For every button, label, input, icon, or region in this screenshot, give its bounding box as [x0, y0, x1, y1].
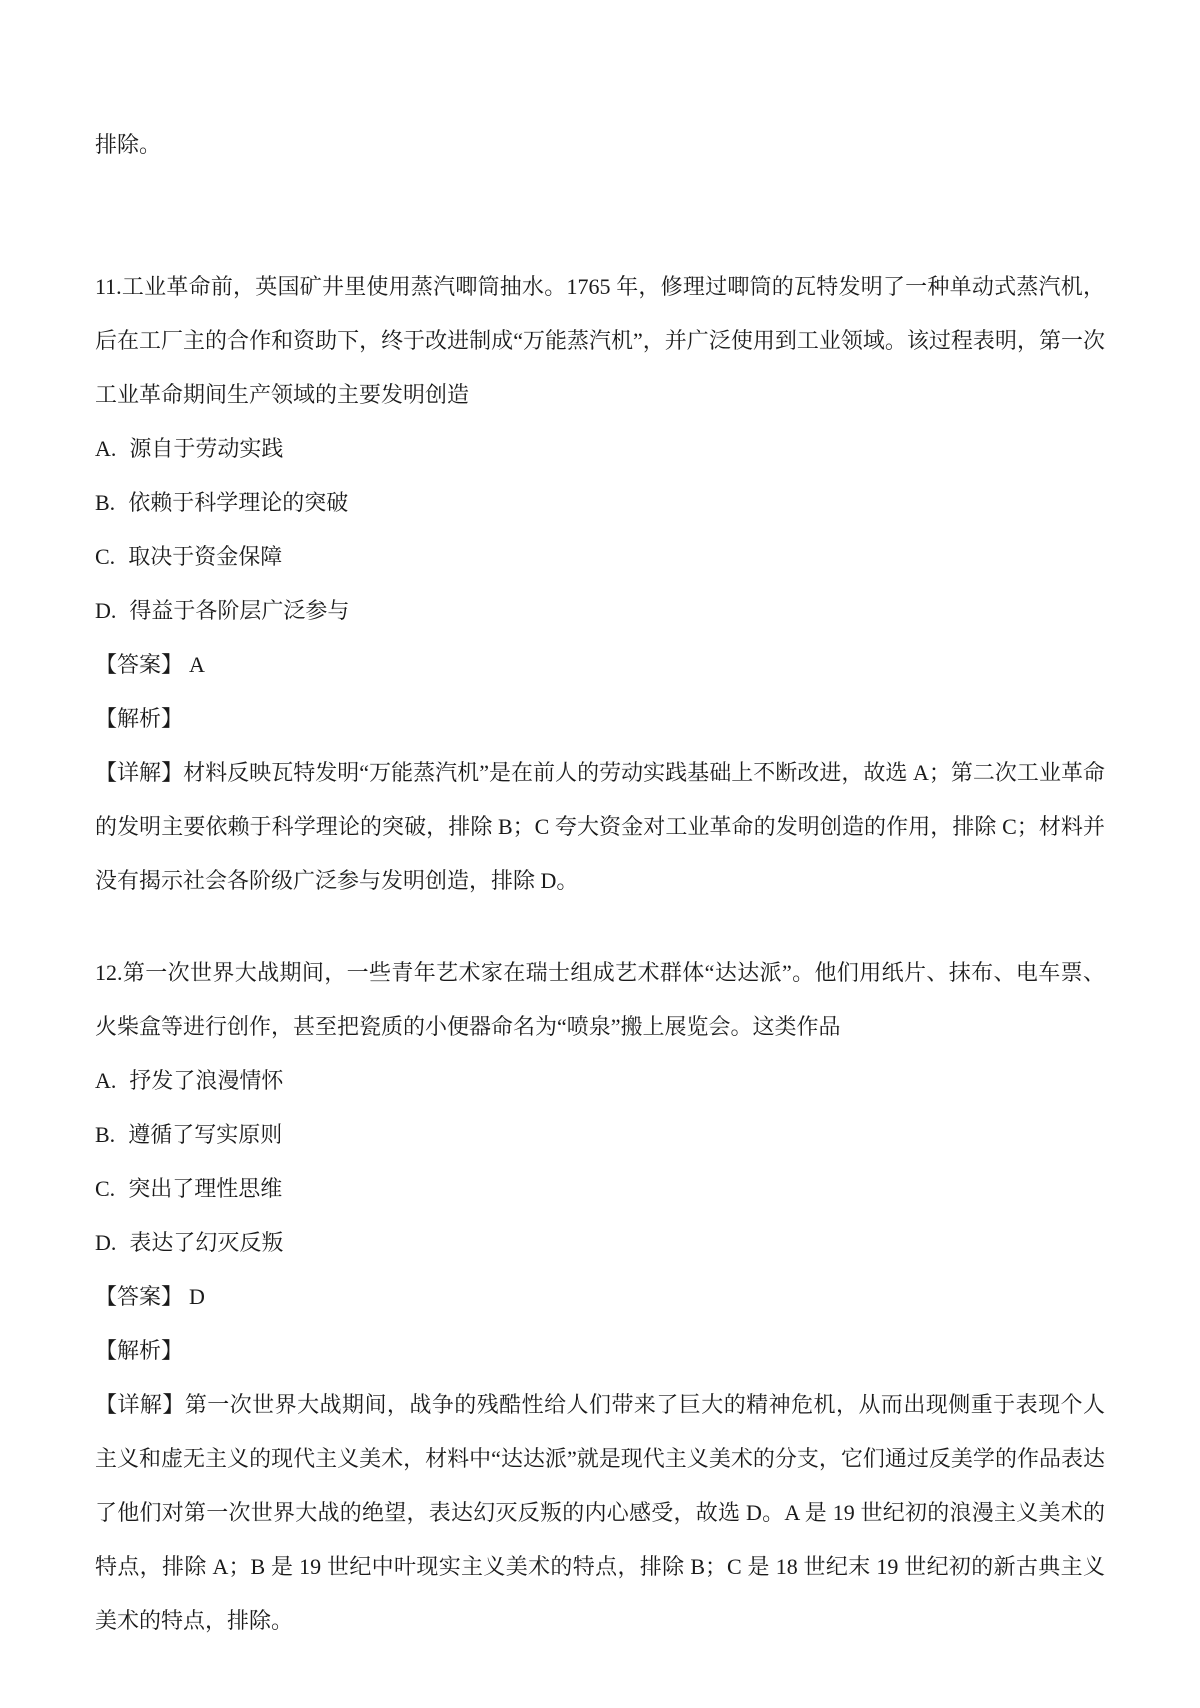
- option-letter: A.: [95, 436, 117, 461]
- option-text: 遵循了写实原则: [128, 1122, 283, 1147]
- option-text: 抒发了浪漫情怀: [129, 1068, 284, 1093]
- option-text: 源自于劳动实践: [129, 436, 284, 461]
- option-c: [95, 1162, 1105, 1216]
- option-a: [95, 1054, 1105, 1108]
- option-text: 得益于各阶层广泛参与: [129, 598, 350, 623]
- option-d: [95, 584, 1105, 638]
- answer-value: A: [189, 652, 205, 677]
- option-text: 依赖于科学理论的突破: [128, 490, 349, 515]
- option-c: [95, 530, 1105, 584]
- option-letter: A.: [95, 1068, 117, 1093]
- option-text: 取决于资金保障: [128, 544, 283, 569]
- answer-line: [95, 638, 1105, 692]
- option-b: [95, 476, 1105, 530]
- question-stem: 12.第一次世界大战期间，一些青年艺术家在瑞士组成艺术群体“达达派”。他们用纸片、抹布、电车票、火柴盒等进行创作，甚至把瓷质的小便器命名为“喷泉”搬上展览会。这类作品: [95, 960, 1105, 1039]
- answer-label: 【答案】: [95, 1284, 184, 1309]
- analysis-label: 【解析】: [95, 706, 184, 731]
- detail-explanation: 【详解】材料反映瓦特发明“万能蒸汽机”是在前人的劳动实践基础上不断改进，故选 A；第二次工业革命的发明主要依赖于科学理论的突破，排除 B；C 夸大资金对工业革命的发明创造的作用，排除 C；材料并没有揭示社会各阶级广泛参与发明创造，排除 D。: [95, 760, 1105, 893]
- option-text: 表达了幻灭反叛: [129, 1230, 284, 1255]
- answer-value: D: [189, 1284, 205, 1309]
- question-stem: 11.工业革命前，英国矿井里使用蒸汽唧筒抽水。1765 年，修理过唧筒的瓦特发明了一种单动式蒸汽机，后在工厂主的合作和资助下，终于改进制成“万能蒸汽机”，并广泛使用到工业领域。该过程表明，第一次工业革命期间生产领域的主要发明创造: [95, 274, 1105, 407]
- options-list: [95, 1054, 1105, 1270]
- option-d: [95, 1216, 1105, 1270]
- question-12: [95, 946, 1105, 1648]
- analysis-label: 【解析】: [95, 1338, 184, 1363]
- option-letter: B.: [95, 490, 116, 515]
- options-list: [95, 422, 1105, 638]
- option-letter: C.: [95, 544, 116, 569]
- question-11: [95, 260, 1105, 908]
- option-letter: B.: [95, 1122, 116, 1147]
- detail-explanation: 【详解】第一次世界大战期间，战争的残酷性给人们带来了巨大的精神危机，从而出现侧重于表现个人主义和虚无主义的现代主义美术，材料中“达达派”就是现代主义美术的分支，它们通过反美学的作品表达了他们对第一次世界大战的绝望，表达幻灭反叛的内心感受，故选 D。A 是 19 世纪初的浪漫主义美术的特点，排除 A；B 是 19 世纪中叶现实主义美术的特点，排除 B；C 是 18 世纪末 19 世纪初的新古典主义美术的特点，排除。: [95, 1392, 1105, 1633]
- answer-label: 【答案】: [95, 652, 184, 677]
- option-letter: D.: [95, 1230, 117, 1255]
- carryover-text: 排除。: [95, 132, 162, 157]
- answer-line: [95, 1270, 1105, 1324]
- option-letter: C.: [95, 1176, 116, 1201]
- option-a: [95, 422, 1105, 476]
- option-letter: D.: [95, 598, 117, 623]
- option-text: 突出了理性思维: [128, 1176, 283, 1201]
- option-b: [95, 1108, 1105, 1162]
